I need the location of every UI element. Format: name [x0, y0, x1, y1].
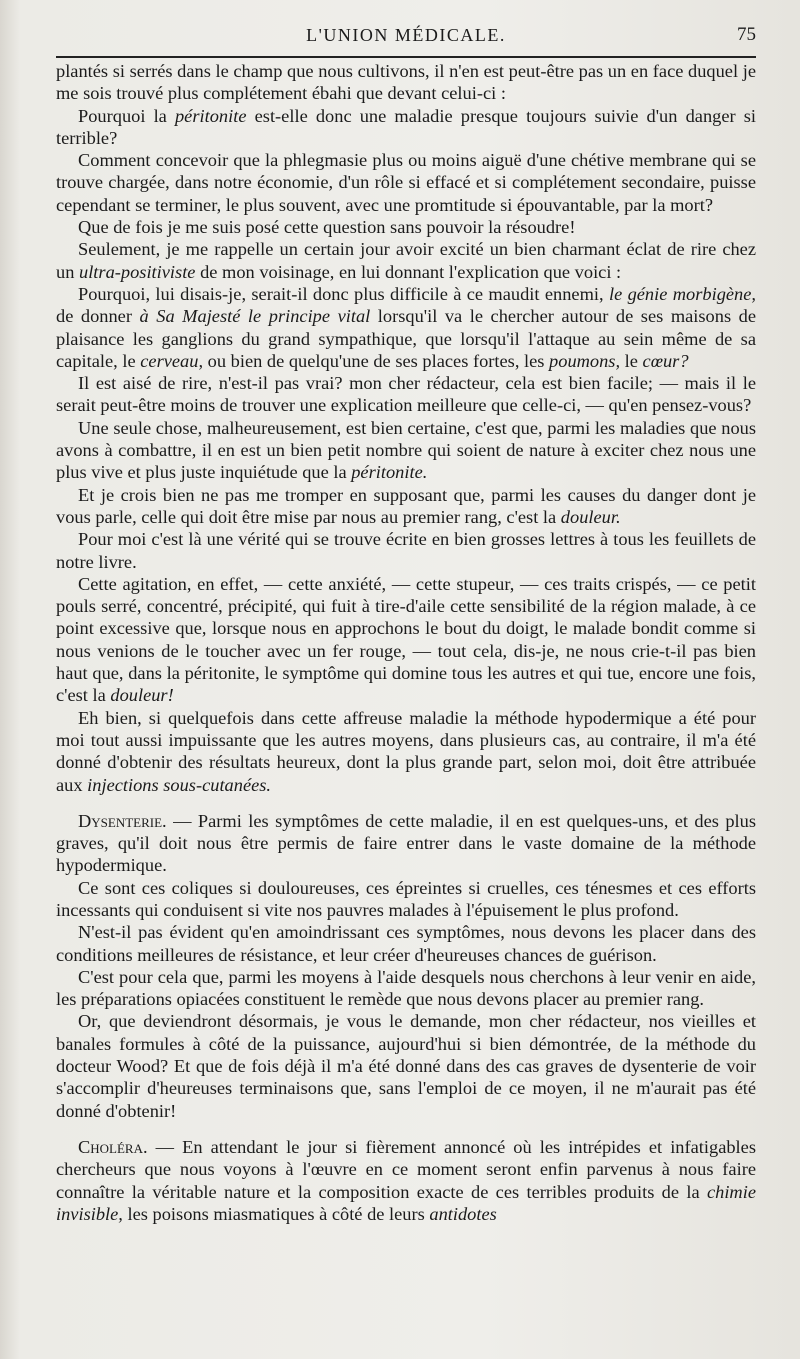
paragraph [56, 149, 756, 216]
paragraph [56, 877, 756, 922]
emphasis-text: injections sous-cutanées. [87, 774, 272, 795]
paragraph [56, 484, 756, 529]
paragraph-text: de mon voisinage, en lui donnant l'explication que voici : [195, 261, 622, 282]
paragraph [56, 966, 756, 1011]
emphasis-text: le génie morbigène, [608, 283, 757, 304]
paragraph-text: Pourquoi la [78, 105, 175, 126]
paragraph [56, 105, 756, 150]
emphasis-text: poumons, [549, 350, 621, 371]
emphasis-text: douleur. [560, 506, 621, 527]
paragraph [56, 1136, 756, 1225]
paragraph-text: est-elle donc une maladie presque toujours suivie d'un danger si terrible? [56, 105, 757, 148]
header-rule [56, 56, 756, 58]
paragraph-text: Une seule chose, malheureusement, est bien certaine, c'est que, parmi les maladies que nous avons à combattre, il en est un bien petit nombre qui soient de nature à exciter chez nous une plus vive et plus juste inquiétude que la [56, 417, 756, 483]
paragraph [56, 60, 756, 105]
paragraph-text: Seulement, je me rappelle un certain jour avoir excité un bien charmant éclat de rire chez un [56, 239, 756, 282]
paragraph [56, 528, 756, 573]
journal-title: L'UNION MÉDICALE. [306, 25, 506, 45]
section-heading: Dysenterie. [78, 810, 167, 831]
paragraph-text: de donner [56, 306, 140, 327]
paragraph-text: Comment concevoir que la phlegmasie plus ou moins aiguë d'une chétive membrane qui se trouve chargée, dans notre économie, d'un rôle si effacé et si complétement secondaire, puisse cependant se terminer, le plus souvent, avec une promtitude si épouvantable, par la mort? [56, 150, 756, 215]
paragraph-text: Or, que deviendront désormais, je vous le demande, mon cher rédacteur, nos vieilles et banales formules à côté de la puissance, aujourd'hui si bien démontrée, de la méthode du docteur Wood? Et que de fois déjà il m'a été donné dans des cas graves de dysenterie de voir s'accomplir d'heureuses terminaisons que, sans l'emploi de ce moyen, il ne m'aurait pas été donné d'obtenir! [56, 1011, 756, 1121]
emphasis-text: chimie invisible, [56, 1181, 756, 1224]
paragraph-text: lorsqu'il va le chercher autour de ses maisons de plaisance les ganglions du grand sympathique, que lorsqu'il l'attaque au sein même de sa capitale, le [56, 306, 757, 371]
emphasis-text: ultra-positiviste [79, 261, 196, 282]
emphasis-text: à Sa Majesté le principe vital [139, 306, 371, 327]
paragraph-text: Ce sont ces coliques si douloureuses, ces épreintes si cruelles, ces ténesmes et ces efforts incessants qui conduisent si vite nos pauvres malades à l'épuisement le plus profond. [56, 877, 756, 920]
paragraph-text: les poisons miasmatiques à côté de leurs [122, 1203, 430, 1224]
paragraph-text: plantés si serrés dans le champ que nous cultivons, il n'en est peut-être pas un en face duquel je me sois trouvé plus complétement ébahi que devant celui-ci : [56, 61, 756, 104]
paragraph [56, 1010, 756, 1121]
paragraph-text: Que de fois je me suis posé cette question sans pouvoir la résoudre! [78, 217, 576, 238]
paragraph-text: ou bien de quelqu'une de ses places fortes, les [203, 350, 550, 371]
paragraph-text: Pourquoi, lui disais-je, serait-il donc plus difficile à ce maudit ennemi, [78, 283, 609, 304]
section-heading: Choléra. [78, 1136, 148, 1157]
paragraph [56, 707, 756, 796]
page-number: 75 [737, 24, 756, 45]
paragraph [56, 921, 756, 966]
emphasis-text: péritonite [174, 105, 247, 126]
paragraph-text: Eh bien, si quelquefois dans cette affreuse maladie la méthode hypodermique a été pour moi tout aussi impuissante que les autres moyens, dans plusieurs cas, au contraire, il m'a été donné d'obtenir des résultats heureux, dont la plus grande part, selon moi, doit être attribuée aux [56, 707, 756, 795]
emphasis-text: antidotes [429, 1203, 497, 1224]
paragraph-text: Pour moi c'est là une vérité qui se trouve écrite en bien grosses lettres à tous les feuillets de notre livre. [56, 529, 756, 572]
paragraph [56, 810, 756, 877]
emphasis-text: cerveau, [140, 350, 204, 371]
paragraph-text: — Parmi les symptômes de cette maladie, il en est quelques-uns, et des plus graves, qu'il doit nous être permis de faire entrer dans le vaste domaine de la méthode hypodermique. [56, 810, 756, 876]
paragraph-text: Et je crois bien ne pas me tromper en supposant que, parmi les causes du danger dont je vous parle, celle qui doit être mise par nous au premier rang, c'est la [56, 484, 756, 527]
paragraph-text: Il est aisé de rire, n'est-il pas vrai? mon cher rédacteur, cela est bien facile; — mais il le serait peut-être moins de trouver une explication meilleure que celle-ci, — qu'en pensez-vous? [56, 373, 756, 416]
paragraph [56, 372, 756, 417]
paragraph-text: C'est pour cela que, parmi les moyens à l'aide desquels nous cherchons à leur venir en aide, les préparations opiacées constituent le remède que nous devons placer au premier rang. [56, 966, 756, 1010]
paragraph-text: le [620, 350, 643, 371]
emphasis-text: péritonite. [351, 462, 428, 483]
article-body [56, 60, 756, 1225]
paragraph-text: N'est-il pas évident qu'en amoindrissant ces symptômes, nous devons les placer dans des conditions meilleures de résistance, et leur créer d'heureuses chances de guérison. [56, 922, 756, 965]
running-header [56, 22, 756, 48]
paragraph [56, 216, 756, 238]
emphasis-text: douleur! [110, 685, 174, 706]
paragraph [56, 417, 756, 484]
emphasis-text: cœur? [642, 350, 689, 371]
paragraph [56, 238, 756, 283]
paragraph [56, 283, 756, 372]
paragraph [56, 573, 756, 707]
paragraph-text: — En attendant le jour si fièrement annoncé où les intrépides et infatigables chercheurs que nous voyons à l'œuvre en ce moment seront enfin parvenus à nous faire connaître la véritable nature et la composition exacte de ces terribles produits de la [56, 1136, 756, 1202]
paragraph-text: Cette agitation, en effet, — cette anxiété, — cette stupeur, — ces traits crispés, — ce petit pouls serré, concentré, précipité, qui fuit à tire-d'aile cette sensibilité de la région malade, à ce point excessive que, lorsque nous en approchons le bout du doigt, le malade bondit comme si nous venions de le toucher avec un fer rouge, — tout cela, dis-je, ne nous crie-t-il pas bien haut que, dans la péritonite, le symptôme qui domine tous les autres et qui tue, encore une fois, c'est la [56, 573, 756, 706]
